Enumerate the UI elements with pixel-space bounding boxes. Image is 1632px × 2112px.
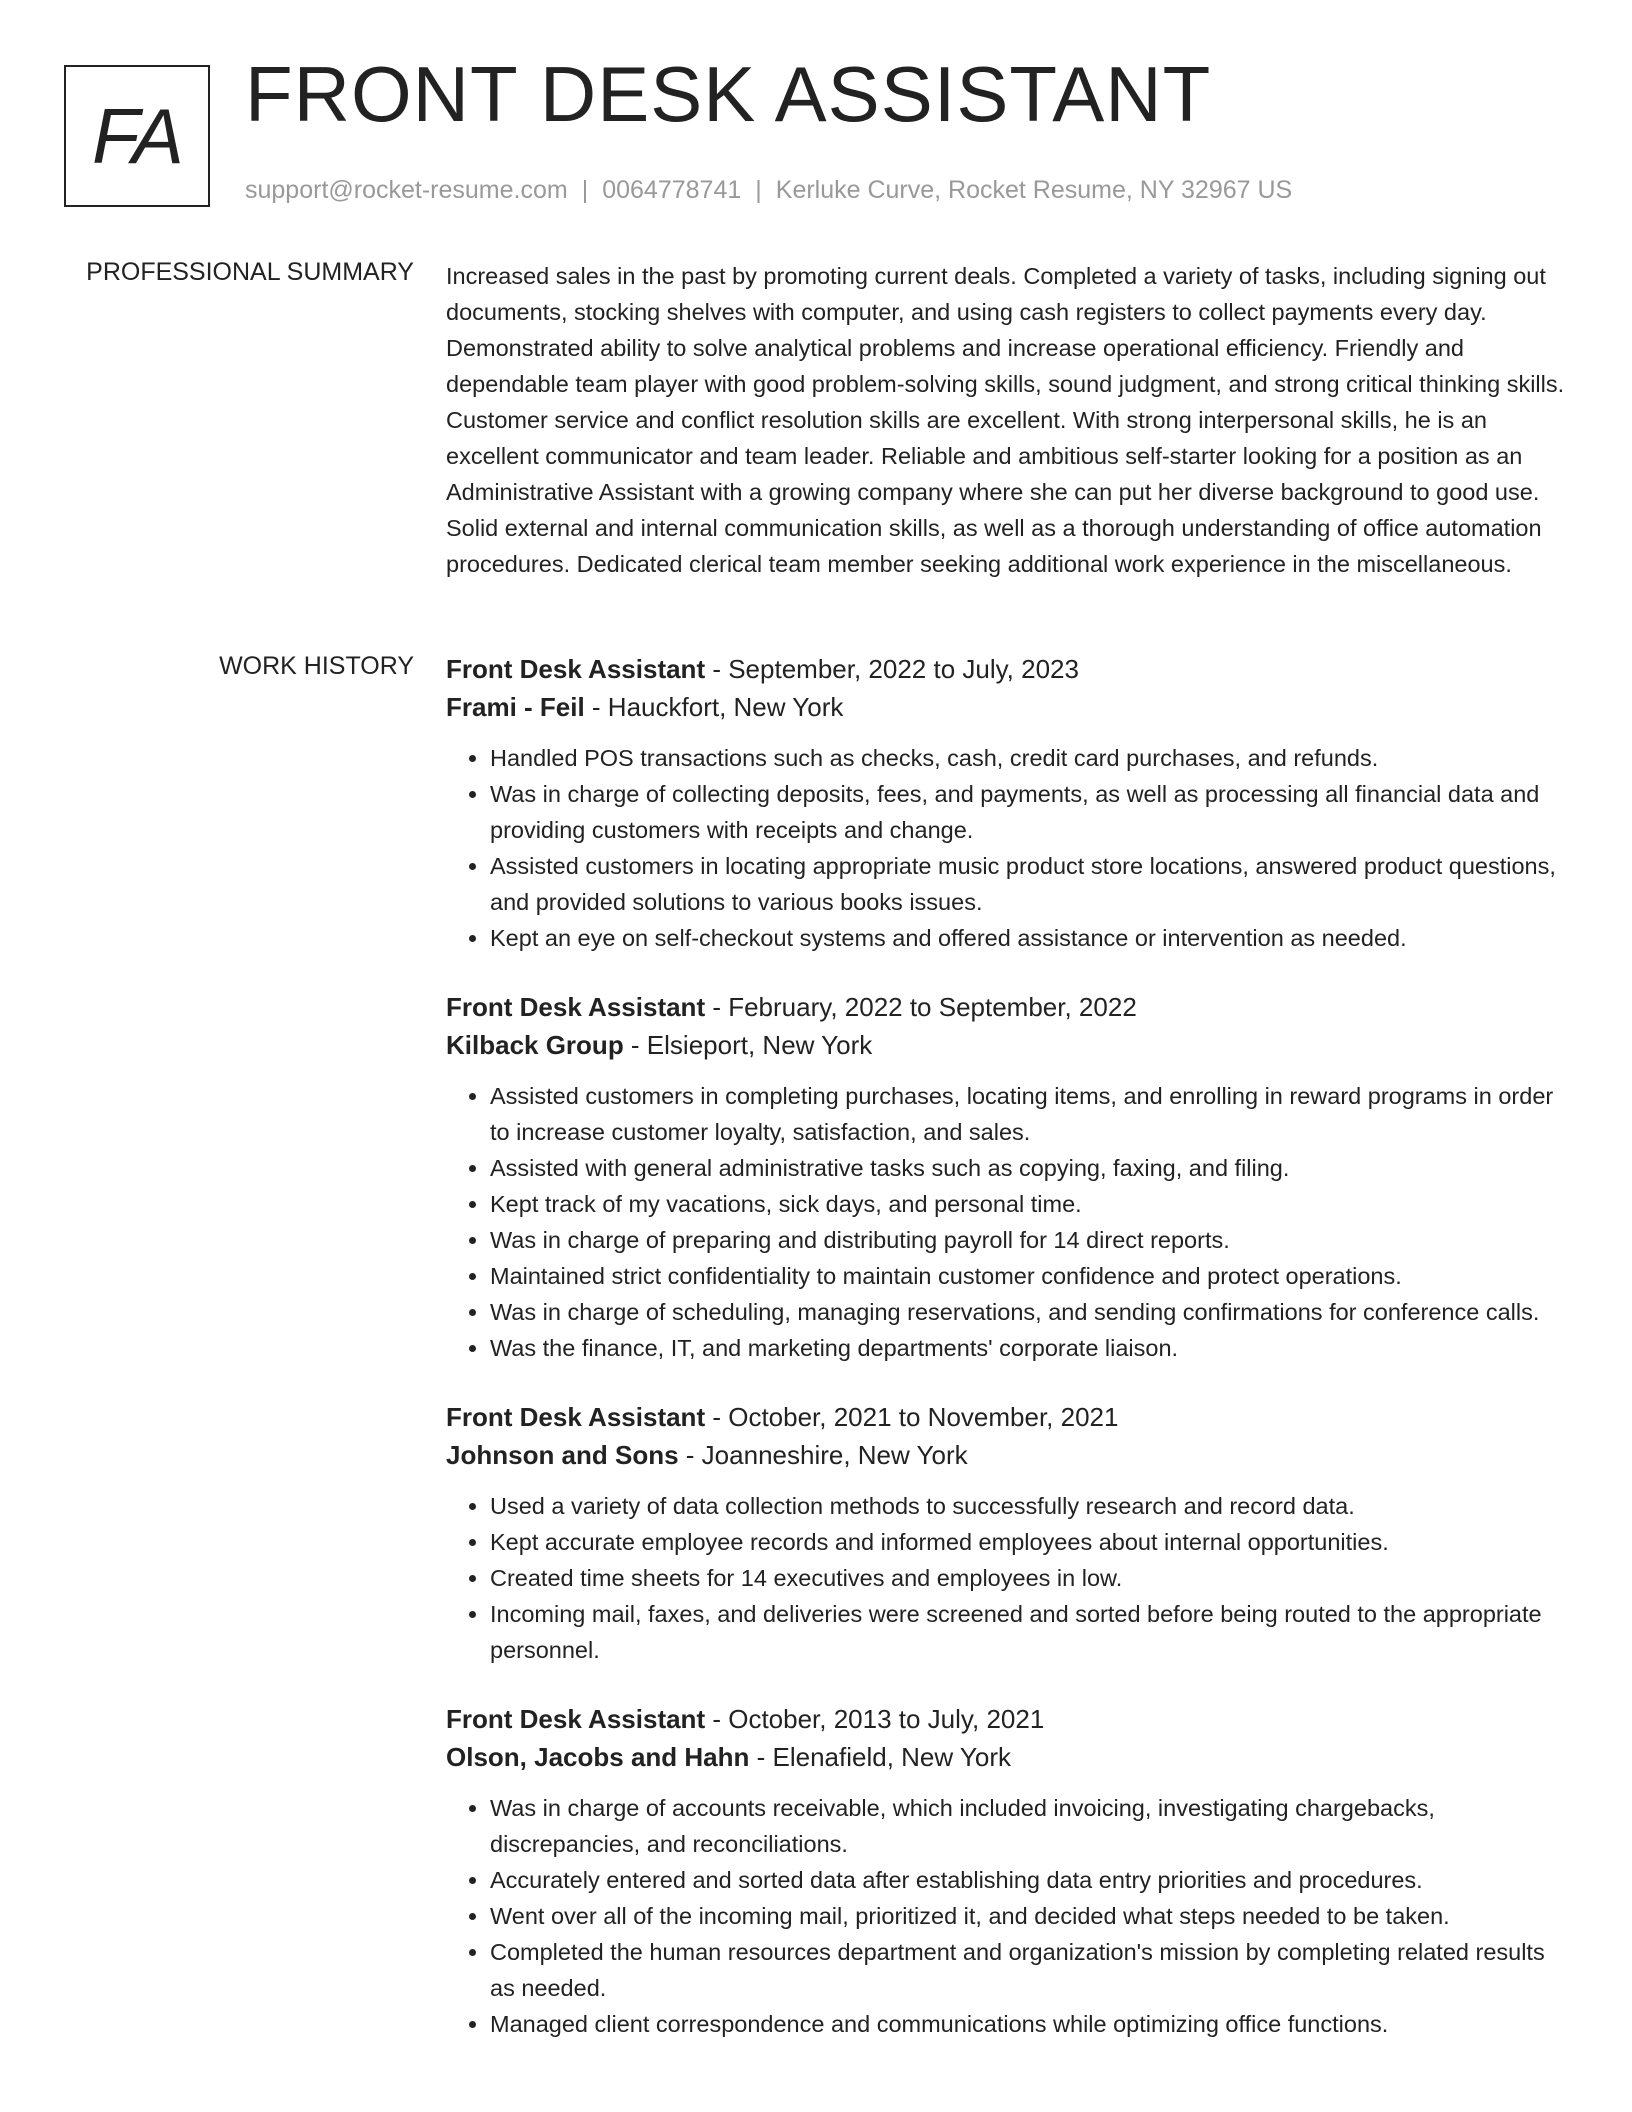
duty-item: • Maintained strict confidentiality to maintain customer confidence and protect operations. xyxy=(490,1258,1566,1294)
job-entry xyxy=(446,1398,1566,1668)
job-title-line xyxy=(446,1700,1566,1738)
duty-item: • Was in charge of accounts receivable, which included invoicing, investigating chargebacks, discrepancies, and reconciliations. xyxy=(490,1790,1566,1862)
job-title: Front Desk Assistant xyxy=(446,1402,706,1432)
job-entry xyxy=(446,1700,1566,2042)
job-company: Frami - Feil xyxy=(446,692,585,722)
duty-item: • Managed client correspondence and communications while optimizing office functions. xyxy=(490,2006,1566,2042)
duty-item: • Was in charge of preparing and distributing payroll for 14 direct reports. xyxy=(490,1222,1566,1258)
job-entry xyxy=(446,650,1566,956)
summary-section-label: PROFESSIONAL SUMMARY xyxy=(86,258,414,286)
contact-email[interactable]: support@rocket-resume.com xyxy=(245,176,568,204)
duty-item: • Was in charge of collecting deposits, fees, and payments, as well as processing all financial data and providing customers with receipts and change. xyxy=(490,776,1566,848)
job-company: Olson, Jacobs and Hahn xyxy=(446,1742,750,1772)
job-location: - Elsieport, New York xyxy=(623,1030,873,1060)
job-title: Front Desk Assistant xyxy=(446,654,706,684)
job-company-line xyxy=(446,688,1566,726)
duty-item: • Kept track of my vacations, sick days, and personal time. xyxy=(490,1186,1566,1222)
monogram-logo: FA xyxy=(64,65,210,207)
job-duties xyxy=(446,1488,1566,1668)
job-title-line xyxy=(446,650,1566,688)
duty-item: • Handled POS transactions such as checks, cash, credit card purchases, and refunds. xyxy=(490,740,1566,776)
duty-item: • Accurately entered and sorted data after establishing data entry priorities and procedures. xyxy=(490,1862,1566,1898)
contact-address: Kerluke Curve, Rocket Resume, NY 32967 US xyxy=(775,176,1293,204)
job-location: - Elenafield, New York xyxy=(749,1742,1011,1772)
duty-item: • Used a variety of data collection methods to successfully research and record data. xyxy=(490,1488,1566,1524)
job-location: - Hauckfort, New York xyxy=(584,692,844,722)
job-dates: - October, 2021 to November, 2021 xyxy=(705,1402,1119,1432)
duty-item: • Completed the human resources department and organization's mission by completing related results as needed. xyxy=(490,1934,1566,2006)
work-history-section-label: WORK HISTORY xyxy=(219,652,414,680)
duty-item: • Went over all of the incoming mail, prioritized it, and decided what steps needed to be taken. xyxy=(490,1898,1566,1934)
job-duties xyxy=(446,1790,1566,2042)
job-dates: - September, 2022 to July, 2023 xyxy=(705,654,1079,684)
contact-separator: | xyxy=(581,176,589,204)
job-company-line xyxy=(446,1026,1566,1064)
summary-text: Increased sales in the past by promoting current deals. Completed a variety of tasks, including signing out documents, stocking shelves with computer, and using cash registers to collect payments every day. Demonstrated ability to solve analytical problems and increase operational efficiency. Friendly and dependable team player with good problem-solving skills, sound judgment, and strong critical thinking skills. Customer service and conflict resolution skills are excellent. With strong interpersonal skills, he is an excellent communicator and team leader. Reliable and ambitious self-starter looking for a position as an Administrative Assistant with a growing company where she can put her diverse background to good use. Solid external and internal communication skills, as well as a thorough understanding of office automation procedures. Dedicated clerical team member seeking additional work experience in the miscellaneous. xyxy=(446,263,1565,577)
duty-item: • Was in charge of scheduling, managing reservations, and sending confirmations for conference calls. xyxy=(490,1294,1566,1330)
job-company-line xyxy=(446,1436,1566,1474)
work-history-list xyxy=(446,650,1566,2074)
job-company: Johnson and Sons xyxy=(446,1440,679,1470)
job-title-line xyxy=(446,1398,1566,1436)
job-company-line xyxy=(446,1738,1566,1776)
job-dates: - October, 2013 to July, 2021 xyxy=(705,1704,1045,1734)
duty-item: • Created time sheets for 14 executives and employees in low. xyxy=(490,1560,1566,1596)
job-duties xyxy=(446,1078,1566,1366)
resume-title: FRONT DESK ASSISTANT xyxy=(245,50,1212,138)
contact-line xyxy=(245,176,1292,205)
duty-item: • Assisted with general administrative tasks such as copying, faxing, and filing. xyxy=(490,1150,1566,1186)
job-location: - Joanneshire, New York xyxy=(678,1440,968,1470)
duty-item: • Kept accurate employee records and informed employees about internal opportunities. xyxy=(490,1524,1566,1560)
contact-phone: 0064778741 xyxy=(602,176,742,204)
job-title: Front Desk Assistant xyxy=(446,1704,706,1734)
job-entry xyxy=(446,988,1566,1366)
duty-item: • Kept an eye on self-checkout systems and offered assistance or intervention as needed. xyxy=(490,920,1566,956)
job-title-line xyxy=(446,988,1566,1026)
job-dates: - February, 2022 to September, 2022 xyxy=(705,992,1137,1022)
contact-separator: | xyxy=(755,176,762,204)
duty-item: • Was the finance, IT, and marketing departments' corporate liaison. xyxy=(490,1330,1566,1366)
duty-item: • Assisted customers in completing purchases, locating items, and enrolling in reward programs in order to increase customer loyalty, satisfaction, and sales. xyxy=(490,1078,1566,1150)
job-company: Kilback Group xyxy=(446,1030,624,1060)
job-title: Front Desk Assistant xyxy=(446,992,706,1022)
job-duties xyxy=(446,740,1566,956)
duty-item: • Incoming mail, faxes, and deliveries were screened and sorted before being routed to the appropriate personnel. xyxy=(490,1596,1566,1668)
duty-item: • Assisted customers in locating appropriate music product store locations, answered product questions, and provided solutions to various books issues. xyxy=(490,848,1566,920)
